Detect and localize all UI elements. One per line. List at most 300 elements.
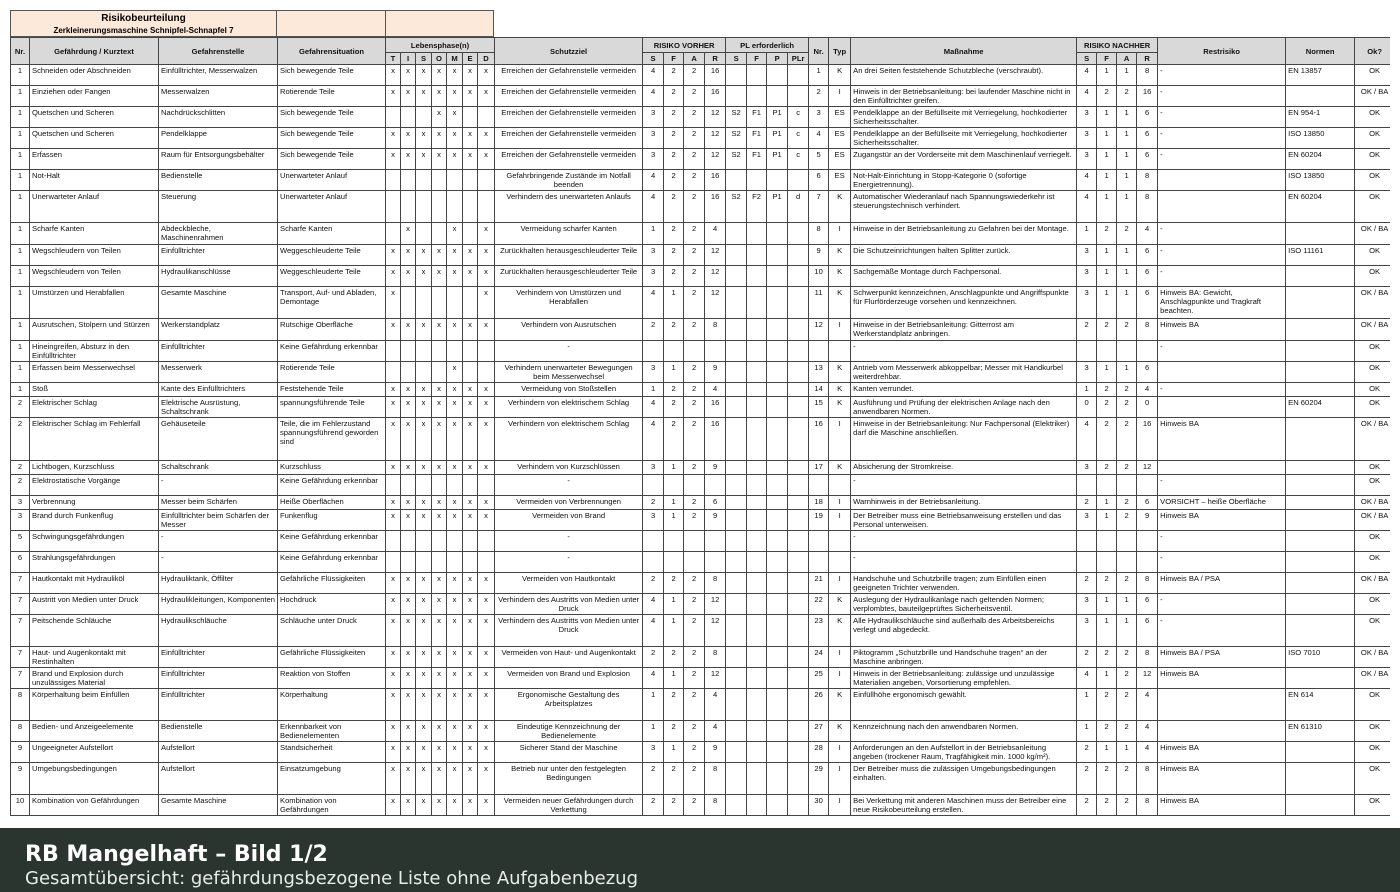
risk-before-value: 12 xyxy=(705,149,726,170)
risk-before-value: 2 xyxy=(664,191,684,223)
pl-required-value xyxy=(767,287,788,319)
hazard-situation: Hochdruck xyxy=(278,594,386,615)
risk-before-value: 2 xyxy=(684,362,705,383)
pl-required-value xyxy=(767,742,788,763)
risk-before-value xyxy=(664,475,684,496)
table-row xyxy=(11,763,1391,795)
standards xyxy=(1286,266,1355,287)
hazard-situation: spannungsführende Teile xyxy=(278,397,386,418)
risk-after-value: 2 xyxy=(1117,763,1137,795)
hazard-situation: Weggeschleuderte Teile xyxy=(278,266,386,287)
pl-required-value xyxy=(767,245,788,266)
risk-after-value: 4 xyxy=(1077,668,1097,689)
hazard-group-number: 1 xyxy=(11,149,30,170)
residual-risk xyxy=(1158,191,1286,223)
pl-required-value xyxy=(747,86,767,107)
hazard-location: Einfülltrichter xyxy=(159,668,278,689)
lifecycle-phase-mark: x xyxy=(416,615,432,647)
measure-number xyxy=(809,531,829,552)
pl-required-value xyxy=(747,362,767,383)
hazard-location: Gesamte Maschine xyxy=(159,287,278,319)
pl-required-value xyxy=(788,319,809,341)
risk-after-value: 4 xyxy=(1077,191,1097,223)
risk-after-value: 2 xyxy=(1077,647,1097,668)
pl-required-value: P1 xyxy=(767,128,788,149)
measure-type: I xyxy=(829,418,851,461)
pl-required-value xyxy=(747,475,767,496)
lifecycle-phase-mark: x xyxy=(401,510,416,531)
hazard-short-text: Körperhaltung beim Einfüllen xyxy=(30,689,159,721)
measure-number: 17 xyxy=(809,461,829,475)
standards: EN 60204 xyxy=(1286,149,1355,170)
ok-status: OK / BA xyxy=(1355,573,1390,594)
risk-after-value: 1 xyxy=(1097,65,1117,86)
risk-before-value: 4 xyxy=(705,383,726,397)
measure-number: 7 xyxy=(809,191,829,223)
hazard-location: Nachdrückschlitten xyxy=(159,107,278,128)
ok-status: OK xyxy=(1355,594,1390,615)
table-row xyxy=(11,721,1391,742)
hazard-group-number: 1 xyxy=(11,245,30,266)
pl-required-value xyxy=(767,223,788,245)
pl-required-value xyxy=(726,223,747,245)
pl-required-value: c xyxy=(788,107,809,128)
lifecycle-phase-mark: x xyxy=(416,86,432,107)
risk-after-value: 1 xyxy=(1097,496,1117,510)
measure-text: Pendelklappe an der Befüllseite mit Verriegelung, hochkodierter Sicherheitsschalter. xyxy=(851,128,1077,149)
lifecycle-phase-mark: x xyxy=(478,287,495,319)
measure-text: Hinweis in der Betriebsanleitung: zulässige und unzulässige Materialien angeben, Vorsortierung empfehlen. xyxy=(851,668,1077,689)
col-header-massnahme: Maßnahme xyxy=(851,38,1077,65)
risk-before-value: 8 xyxy=(705,647,726,668)
lebensphase-col-header: O xyxy=(432,53,447,65)
caption-subtitle: Gesamtübersicht: gefährdungsbezogene Liste ohne Aufgabenbezug xyxy=(25,868,639,889)
lifecycle-phase-mark: x xyxy=(432,689,447,721)
risk-after-value: 1 xyxy=(1077,383,1097,397)
risk-after-value: 3 xyxy=(1077,245,1097,266)
risk-before-value xyxy=(643,531,664,552)
ok-status: OK xyxy=(1355,362,1390,383)
risk-before-value: 4 xyxy=(705,689,726,721)
risk-before-value: 2 xyxy=(684,266,705,287)
risk-before-value: 8 xyxy=(705,763,726,795)
pl-required-value: S2 xyxy=(726,191,747,223)
standards xyxy=(1286,573,1355,594)
risk-before-value: 12 xyxy=(705,615,726,647)
risk-after-value xyxy=(1137,341,1158,362)
lifecycle-phase-mark: x xyxy=(478,65,495,86)
hazard-situation: Einsatzumgebung xyxy=(278,763,386,795)
lifecycle-phase-mark: x xyxy=(463,668,478,689)
lifecycle-phase-mark: x xyxy=(463,573,478,594)
risk-before-value: 12 xyxy=(705,594,726,615)
risk-before-value: 2 xyxy=(684,149,705,170)
risk-after-value: 2 xyxy=(1077,795,1097,816)
lifecycle-phase-mark: x xyxy=(401,245,416,266)
risk-before-value: 2 xyxy=(643,319,664,341)
lifecycle-phase-mark: x xyxy=(478,223,495,245)
risk-before-value: 12 xyxy=(705,668,726,689)
hazard-situation: Scharfe Kanten xyxy=(278,223,386,245)
lifecycle-phase-mark: x xyxy=(386,86,401,107)
lifecycle-phase-mark xyxy=(416,287,432,319)
hazard-short-text: Wegschleudern von Teilen xyxy=(30,266,159,287)
lifecycle-phase-mark: x xyxy=(432,149,447,170)
risk-after-value: 1 xyxy=(1117,594,1137,615)
standards xyxy=(1286,287,1355,319)
pl-required-value xyxy=(747,552,767,573)
protection-goal: Vermeidung von Stoßstellen xyxy=(495,383,643,397)
lifecycle-phase-mark: x xyxy=(401,573,416,594)
lifecycle-phase-mark: x xyxy=(463,65,478,86)
measure-number: 22 xyxy=(809,594,829,615)
ok-status: OK xyxy=(1355,742,1390,763)
col-header-gefaehrdung: Gefährdung / Kurztext xyxy=(30,38,159,65)
risk-before-value: 2 xyxy=(664,763,684,795)
risk-before-value: 2 xyxy=(643,795,664,816)
hazard-location: Gesamte Maschine xyxy=(159,795,278,816)
title-filler-cell xyxy=(385,10,494,37)
lifecycle-phase-mark: x xyxy=(463,128,478,149)
risk-before-value: 2 xyxy=(684,763,705,795)
hazard-short-text: Stoß xyxy=(30,383,159,397)
pl-required-value: F2 xyxy=(747,191,767,223)
table-row xyxy=(11,615,1391,647)
hazard-location: Einfülltrichter beim Schärfen der Messer xyxy=(159,510,278,531)
hazard-location: Gehäuseteile xyxy=(159,418,278,461)
standards: EN 60204 xyxy=(1286,397,1355,418)
ok-status: OK xyxy=(1355,721,1390,742)
risk-before-value: 2 xyxy=(684,594,705,615)
lifecycle-phase-mark xyxy=(447,531,463,552)
risk-after-value xyxy=(1117,552,1137,573)
measure-type: K xyxy=(829,266,851,287)
pl-required-value xyxy=(767,615,788,647)
risk-after-value: 6 xyxy=(1137,149,1158,170)
lifecycle-phase-mark xyxy=(401,191,416,223)
lifecycle-phase-mark xyxy=(432,287,447,319)
protection-goal: Vermeiden von Brand xyxy=(495,510,643,531)
table-row xyxy=(11,223,1391,245)
lifecycle-phase-mark: x xyxy=(416,795,432,816)
pl-required-value xyxy=(788,689,809,721)
measure-number: 10 xyxy=(809,266,829,287)
pl-required-value xyxy=(726,65,747,86)
lifecycle-phase-mark: x xyxy=(432,266,447,287)
pl-required-value xyxy=(788,86,809,107)
risiko-nachher-col-header: F xyxy=(1097,53,1117,65)
standards xyxy=(1286,223,1355,245)
hazard-situation: Gefährliche Flüssigkeiten xyxy=(278,647,386,668)
risk-after-value: 2 xyxy=(1117,86,1137,107)
risk-table xyxy=(10,37,1390,816)
lifecycle-phase-mark: x xyxy=(401,594,416,615)
lifecycle-phase-mark: x xyxy=(401,615,416,647)
lifecycle-phase-mark: x xyxy=(432,418,447,461)
lifecycle-phase-mark xyxy=(401,107,416,128)
risk-after-value: 8 xyxy=(1137,170,1158,191)
risk-before-value: 16 xyxy=(705,191,726,223)
lifecycle-phase-mark: x xyxy=(463,615,478,647)
hazard-group-number: 7 xyxy=(11,594,30,615)
measure-number: 12 xyxy=(809,319,829,341)
pl-required-value xyxy=(726,362,747,383)
lifecycle-phase-mark: x xyxy=(478,149,495,170)
lifecycle-phase-mark: x xyxy=(416,742,432,763)
risk-before-value: 9 xyxy=(705,510,726,531)
residual-risk xyxy=(1158,461,1286,475)
pl-required-value xyxy=(726,689,747,721)
measure-number: 16 xyxy=(809,418,829,461)
lifecycle-phase-mark: x xyxy=(432,86,447,107)
lifecycle-phase-mark xyxy=(416,341,432,362)
lebensphase-col-header: M xyxy=(447,53,463,65)
pl-required-value xyxy=(726,418,747,461)
pl-required-value xyxy=(788,362,809,383)
pl-required-value xyxy=(788,668,809,689)
lifecycle-phase-mark: x xyxy=(432,573,447,594)
hazard-group-number: 1 xyxy=(11,65,30,86)
risk-after-value: 1 xyxy=(1117,149,1137,170)
pl-required-value xyxy=(747,689,767,721)
residual-risk: - xyxy=(1158,615,1286,647)
measure-type: I xyxy=(829,496,851,510)
lifecycle-phase-mark: x xyxy=(416,510,432,531)
risk-before-value: 9 xyxy=(705,461,726,475)
risk-after-value: 8 xyxy=(1137,795,1158,816)
hazard-situation: Schläuche unter Druck xyxy=(278,615,386,647)
hazard-group-number: 1 xyxy=(11,362,30,383)
hazard-group-number: 8 xyxy=(11,689,30,721)
lifecycle-phase-mark: x xyxy=(401,128,416,149)
lifecycle-phase-mark: x xyxy=(478,594,495,615)
standards xyxy=(1286,496,1355,510)
lifecycle-phase-mark xyxy=(386,223,401,245)
risk-after-value: 1 xyxy=(1117,287,1137,319)
lifecycle-phase-mark: x xyxy=(447,128,463,149)
protection-goal: Erreichen der Gefahrenstelle vermeiden xyxy=(495,86,643,107)
risk-before-value: 1 xyxy=(643,721,664,742)
pl-required-value xyxy=(747,397,767,418)
risk-before-value: 9 xyxy=(705,362,726,383)
standards xyxy=(1286,475,1355,496)
risk-before-value: 2 xyxy=(684,107,705,128)
hazard-short-text: Quetschen und Scheren xyxy=(30,128,159,149)
measure-type: ES xyxy=(829,149,851,170)
lifecycle-phase-mark: x xyxy=(463,319,478,341)
risk-before-value: 16 xyxy=(705,65,726,86)
pl-required-value xyxy=(747,461,767,475)
hazard-situation: Transport, Auf- und Abladen, Demontage xyxy=(278,287,386,319)
ok-status: OK xyxy=(1355,689,1390,721)
protection-goal: - xyxy=(495,552,643,573)
lifecycle-phase-mark xyxy=(463,362,478,383)
measure-type: ES xyxy=(829,128,851,149)
lifecycle-phase-mark: x xyxy=(463,461,478,475)
col-header-normen: Normen xyxy=(1286,38,1355,65)
measure-number: 3 xyxy=(809,107,829,128)
group-header-risiko-nachher: RISIKO NACHHER xyxy=(1077,38,1158,53)
table-row xyxy=(11,149,1391,170)
hazard-short-text: Lichtbogen, Kurzschluss xyxy=(30,461,159,475)
lifecycle-phase-mark: x xyxy=(432,107,447,128)
table-row xyxy=(11,266,1391,287)
pl-required-value xyxy=(767,266,788,287)
risk-before-value: 2 xyxy=(684,128,705,149)
hazard-situation: Feststehende Teile xyxy=(278,383,386,397)
lifecycle-phase-mark xyxy=(416,191,432,223)
measure-number: 18 xyxy=(809,496,829,510)
lifecycle-phase-mark xyxy=(386,107,401,128)
lifecycle-phase-mark xyxy=(447,552,463,573)
risk-before-value: 1 xyxy=(664,668,684,689)
risk-before-value: 8 xyxy=(705,319,726,341)
pl-required-value xyxy=(788,510,809,531)
residual-risk: - xyxy=(1158,475,1286,496)
lifecycle-phase-mark: x xyxy=(463,149,478,170)
lebensphase-col-header: T xyxy=(386,53,401,65)
risiko-nachher-col-header: S xyxy=(1077,53,1097,65)
lifecycle-phase-mark xyxy=(447,341,463,362)
risk-after-value: 6 xyxy=(1137,594,1158,615)
risk-after-value: 4 xyxy=(1077,418,1097,461)
measure-text: Ausführung und Prüfung der elektrischen Anlage nach den anwendbaren Normen. xyxy=(851,397,1077,418)
residual-risk: Hinweis BA / PSA xyxy=(1158,573,1286,594)
pl-required-value xyxy=(767,552,788,573)
measure-type xyxy=(829,531,851,552)
risk-after-value: 1 xyxy=(1097,362,1117,383)
risk-before-value: 2 xyxy=(684,615,705,647)
lifecycle-phase-mark xyxy=(416,362,432,383)
pl-required-value: F1 xyxy=(747,107,767,128)
ok-status: OK / BA xyxy=(1355,496,1390,510)
measure-text: Automatischer Wiederanlauf nach Spannungswiederkehr ist steuerungstechnisch verhindert. xyxy=(851,191,1077,223)
pl-required-value xyxy=(726,461,747,475)
risk-before-value: 1 xyxy=(643,383,664,397)
col-header-typ: Typ xyxy=(829,38,851,65)
hazard-short-text: Hautkontakt mit Hydrauliköl xyxy=(30,573,159,594)
measure-type: I xyxy=(829,510,851,531)
lifecycle-phase-mark xyxy=(386,531,401,552)
lifecycle-phase-mark: x xyxy=(463,383,478,397)
risk-after-value: 3 xyxy=(1077,461,1097,475)
ok-status: OK xyxy=(1355,128,1390,149)
hazard-situation: Kombination von Gefährdungen xyxy=(278,795,386,816)
measure-number: 21 xyxy=(809,573,829,594)
pl-required-value xyxy=(747,245,767,266)
hazard-group-number: 1 xyxy=(11,266,30,287)
risk-before-value: 2 xyxy=(684,721,705,742)
table-row xyxy=(11,531,1391,552)
pl-required-value xyxy=(747,721,767,742)
standards xyxy=(1286,510,1355,531)
lifecycle-phase-mark: x xyxy=(386,594,401,615)
pl-required-value xyxy=(747,418,767,461)
risk-after-value: 2 xyxy=(1117,721,1137,742)
ok-status: OK / BA xyxy=(1355,418,1390,461)
lifecycle-phase-mark: x xyxy=(432,245,447,266)
residual-risk: - xyxy=(1158,223,1286,245)
risk-before-value: 2 xyxy=(664,418,684,461)
pl-required-value xyxy=(767,418,788,461)
pl-required-value xyxy=(747,170,767,191)
measure-text: Handschuhe und Schutzbrille tragen; zum Einfüllen einen geeigneten Trichter verwenden. xyxy=(851,573,1077,594)
pl-required-value: S2 xyxy=(726,128,747,149)
lifecycle-phase-mark: x xyxy=(447,223,463,245)
pl-required-value xyxy=(767,397,788,418)
ok-status: OK / BA xyxy=(1355,86,1390,107)
risk-before-value xyxy=(705,475,726,496)
table-row xyxy=(11,245,1391,266)
measure-number xyxy=(809,341,829,362)
lifecycle-phase-mark: x xyxy=(386,689,401,721)
pl-required-value xyxy=(726,245,747,266)
risk-after-value: 3 xyxy=(1077,107,1097,128)
protection-goal: Vermeiden neuer Gefährdungen durch Verkettung xyxy=(495,795,643,816)
measure-type: I xyxy=(829,668,851,689)
hazard-situation: Heiße Oberflächen xyxy=(278,496,386,510)
lifecycle-phase-mark xyxy=(478,475,495,496)
pl-required-value xyxy=(767,362,788,383)
measure-text: - xyxy=(851,475,1077,496)
measure-type xyxy=(829,341,851,362)
risk-after-value: 2 xyxy=(1097,763,1117,795)
risiko-nachher-col-header: A xyxy=(1117,53,1137,65)
pl-required-value xyxy=(767,647,788,668)
risk-after-value: 2 xyxy=(1077,573,1097,594)
risk-before-value: 2 xyxy=(664,266,684,287)
hazard-location: Bedienstelle xyxy=(159,721,278,742)
risk-before-value: 16 xyxy=(705,86,726,107)
measure-type: K xyxy=(829,397,851,418)
pl-required-value xyxy=(767,341,788,362)
risk-before-value: 12 xyxy=(705,287,726,319)
risk-after-value: 2 xyxy=(1117,418,1137,461)
measure-text: Hinweise in der Betriebsanleitung zu Gefahren bei der Montage. xyxy=(851,223,1077,245)
lifecycle-phase-mark: x xyxy=(478,496,495,510)
pl-required-value xyxy=(767,319,788,341)
pl-required-value: c xyxy=(788,128,809,149)
risk-before-value: 2 xyxy=(684,496,705,510)
lifecycle-phase-mark: x xyxy=(478,615,495,647)
lifecycle-phase-mark xyxy=(432,223,447,245)
pl-required-value xyxy=(747,668,767,689)
risk-after-value: 2 xyxy=(1097,461,1117,475)
measure-text: Kennzeichnung nach den anwendbaren Normen. xyxy=(851,721,1077,742)
measure-number: 27 xyxy=(809,721,829,742)
risk-before-value: 9 xyxy=(705,742,726,763)
pl-required-value xyxy=(726,86,747,107)
standards xyxy=(1286,615,1355,647)
lifecycle-phase-mark: x xyxy=(447,689,463,721)
measure-type: I xyxy=(829,86,851,107)
lifecycle-phase-mark: x xyxy=(416,496,432,510)
risk-before-value: 4 xyxy=(643,397,664,418)
risk-after-value: 2 xyxy=(1077,742,1097,763)
hazard-short-text: Einziehen oder Fangen xyxy=(30,86,159,107)
lifecycle-phase-mark: x xyxy=(401,763,416,795)
lifecycle-phase-mark: x xyxy=(386,573,401,594)
hazard-location: Steuerung xyxy=(159,191,278,223)
risk-after-value: 1 xyxy=(1097,128,1117,149)
pl-required-value xyxy=(726,475,747,496)
measure-number: 5 xyxy=(809,149,829,170)
risk-after-value: 2 xyxy=(1097,223,1117,245)
risk-before-value: 2 xyxy=(684,319,705,341)
ok-status: OK xyxy=(1355,65,1390,86)
risk-after-value: 1 xyxy=(1117,170,1137,191)
risk-after-value: 2 xyxy=(1097,689,1117,721)
